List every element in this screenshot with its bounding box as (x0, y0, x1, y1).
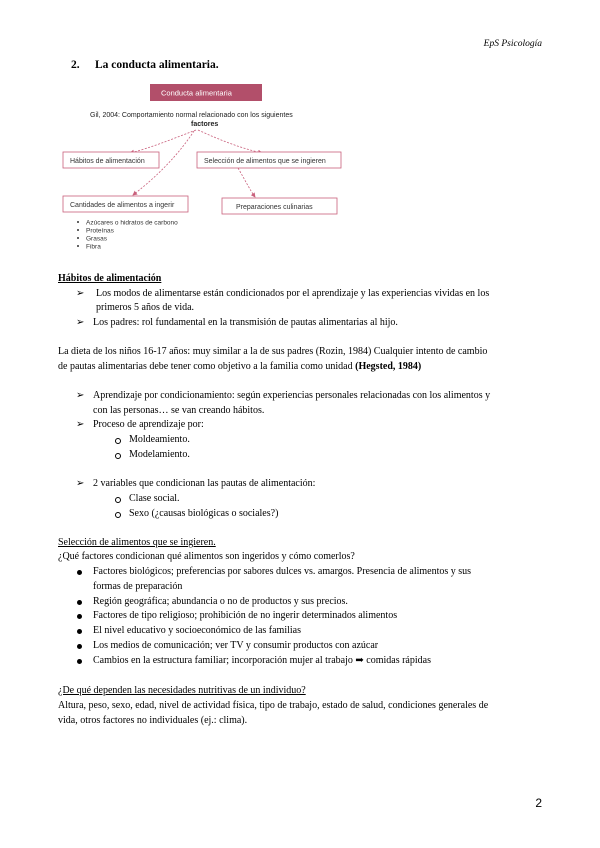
circle-bullet-icon (115, 497, 121, 503)
diagram-node-seleccion-label: Selección de alimentos que se ingieren (204, 158, 326, 165)
paragraph1-citation: (Hegsted, 1984) (355, 361, 422, 372)
section-number: 2. (71, 59, 80, 71)
habitos-arrow-2: Los padres: rol fundamental en la transmisión de pautas alimentarias al hijo. (93, 317, 398, 328)
arrow-bullet-icon: ➢ (76, 419, 85, 430)
diagram-node-habitos-label: Hábitos de alimentación (70, 158, 145, 165)
section-title-text: La conducta alimentaria. (95, 59, 219, 71)
arrow-bullet-icon: ➢ (76, 478, 85, 489)
circle-bullet-icon (115, 512, 121, 518)
seleccion-bullet-2: Región geográfica; abundancia o no de productos y sus precios. (93, 596, 348, 607)
aprendizaje-sub-1: Moldeamiento. (129, 434, 190, 445)
necesidades-heading: ¿De qué dependen las necesidades nutritivas de un individuo? (58, 685, 306, 696)
bullet-dot-icon (77, 659, 82, 664)
diagram-sub-item: Grasas (86, 235, 107, 243)
seleccion-bullet-6: Cambios en la estructura familiar; incorporación mujer al trabajo ➡ comidas rápidas (93, 655, 431, 666)
bullet-dot-icon (77, 629, 82, 634)
aprendizaje-proceso: Proceso de aprendizaje por: (93, 419, 204, 430)
habitos-arrow-1: Los modos de alimentarse están condicionados por el aprendizaje y las experiencias vividas en los (96, 288, 490, 299)
variables-sub-2: Sexo (¿causas biológicas o sociales?) (129, 508, 279, 519)
paragraph1-line2-text: de pautas alimentarias debe tener como objetivo a la familia como unidad (58, 361, 353, 372)
bullet-dot-icon (77, 614, 82, 619)
arrow-bullet-icon: ➢ (76, 288, 85, 299)
aprendizaje-line1: Aprendizaje por condicionamiento: según experiencias personales relacionadas con los alimentos y (93, 390, 491, 401)
diagram-source-line: Gil, 2004: Comportamiento normal relacionado con los siguientes (90, 112, 293, 119)
circle-bullet-icon (115, 453, 121, 459)
habitos-heading: Hábitos de alimentación (58, 273, 162, 284)
diagram-sub-list (77, 220, 178, 251)
diagram-sub-item: Proteínas (86, 227, 114, 235)
circle-bullet-icon (115, 438, 121, 444)
variables-intro: 2 variables que condicionan las pautas de alimentación: (93, 478, 316, 489)
necesidades-line1: Altura, peso, sexo, edad, nivel de actividad física, tipo de trabajo, estado de salud, condiciones generales de (58, 700, 489, 711)
page-number: 2 (535, 796, 542, 810)
seleccion-bullet-4: El nivel educativo y socioeconómico de las familias (93, 625, 301, 636)
seleccion-question: ¿Qué factores condicionan qué alimentos son ingeridos y cómo comerlos? (58, 551, 355, 562)
seleccion-bullet-1-cont: formas de preparación (93, 581, 183, 592)
seleccion-bullet-5: Los medios de comunicación; ver TV y consumir productos con azúcar (93, 640, 379, 651)
aprendizaje-line2: con las personas… se van creando hábitos. (93, 405, 265, 416)
aprendizaje-sub-2: Modelamiento. (129, 449, 190, 460)
conduct-diagram (0, 0, 600, 280)
paragraph1-line2 (58, 360, 421, 374)
diagram-node-cantidades-label: Cantidades de alimentos a ingerir (70, 202, 175, 209)
diagram-factors-label: factores (191, 121, 219, 128)
arrow-bullet-icon: ➢ (76, 317, 85, 328)
header-brand: EpS Psicología (483, 39, 542, 49)
bullet-dot-icon (77, 570, 82, 575)
necesidades-line2: vida, otros factores no individuales (ej.: clima). (58, 715, 248, 726)
arrow-bullet-icon: ➢ (76, 390, 85, 401)
habitos-arrow-1-cont: primeros 5 años de vida. (96, 302, 195, 313)
diagram-top-box-label: Conducta alimentaria (161, 88, 232, 98)
diagram-sub-item: Fibra (86, 243, 101, 251)
diagram-sub-item: Azúcares o hidratos de carbono (86, 219, 178, 227)
bullet-dot-icon (77, 644, 82, 649)
seleccion-bullet-1: Factores biológicos; preferencias por sabores dulces vs. amargos. Presencia de alimentos y sus (93, 566, 472, 577)
diagram-node-preparaciones-label: Preparaciones culinarias (236, 204, 313, 211)
bullet-dot-icon (77, 600, 82, 605)
variables-sub-1: Clase social. (129, 493, 180, 504)
seleccion-heading: Selección de alimentos que se ingieren. (58, 537, 216, 548)
paragraph1-line1: La dieta de los niños 16-17 años: muy similar a la de sus padres (Rozin, 1984) Cualquier intento de cambio (58, 346, 488, 357)
seleccion-bullet-3: Factores de tipo religioso; prohibición de no ingerir determinados alimentos (93, 610, 398, 621)
